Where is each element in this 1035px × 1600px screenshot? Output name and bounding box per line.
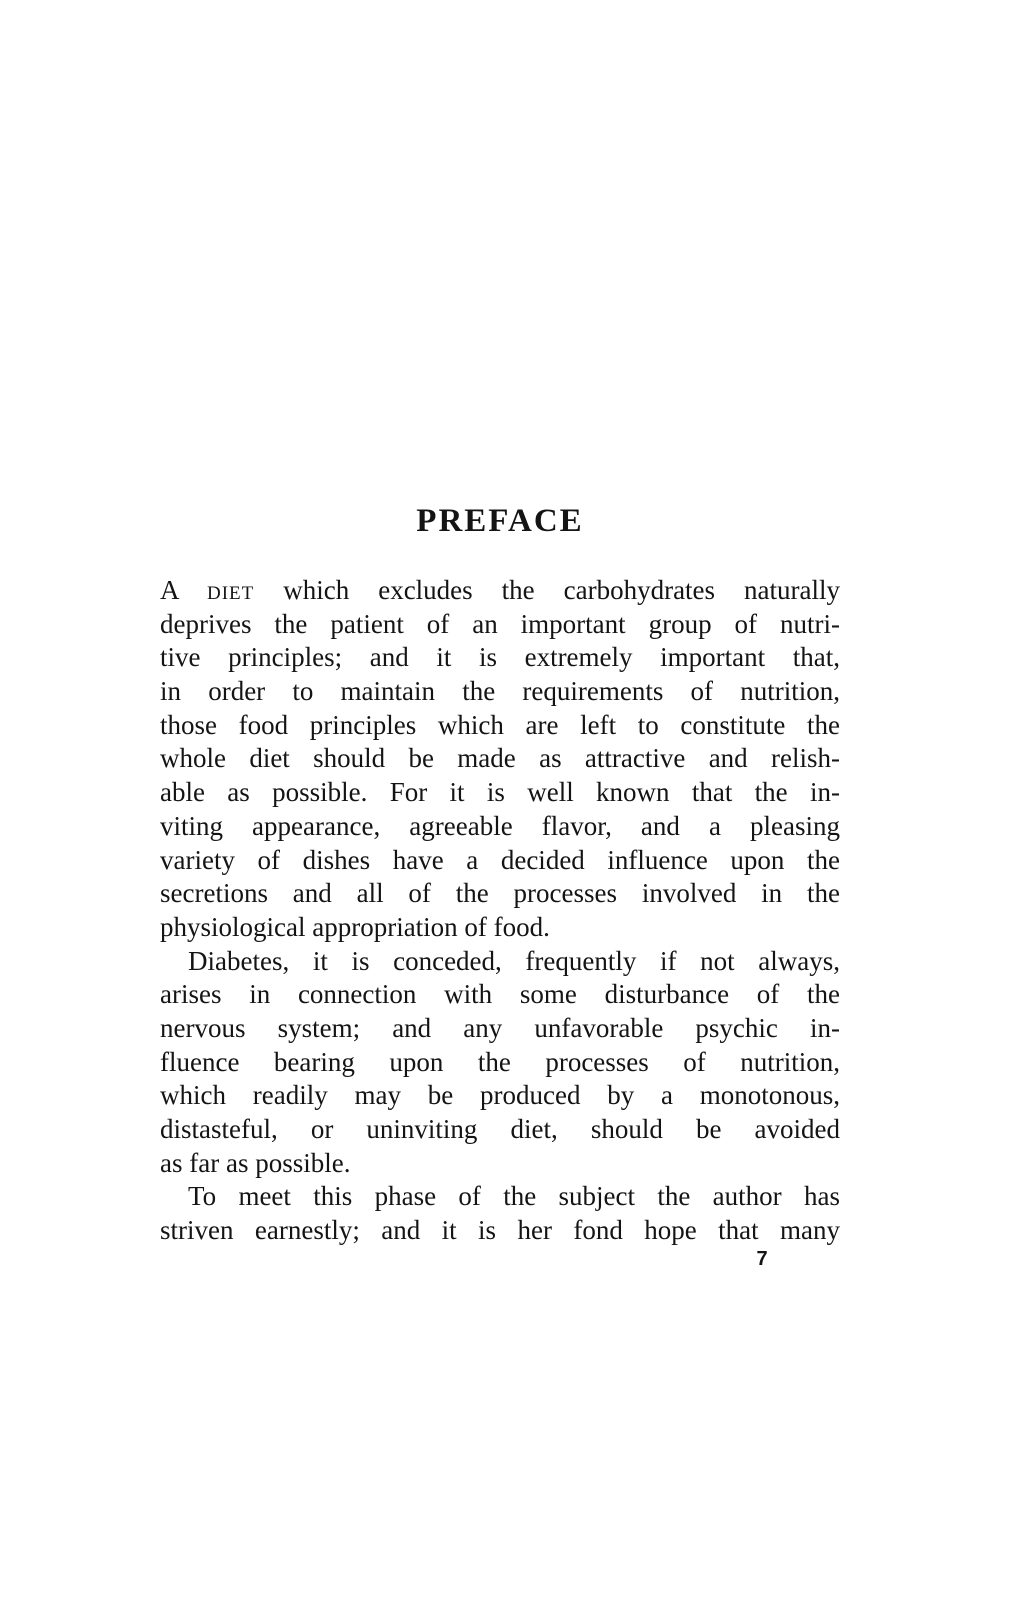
text-line-content: which excludes the carbohydrates naturally: [254, 575, 840, 605]
page-number: 7: [756, 1248, 768, 1270]
text-line: as far as possible.: [160, 1147, 351, 1178]
text-line: in order to maintain the requirements of nutrition,: [160, 676, 840, 707]
text-line: whole diet should be made as attractive and relish-: [160, 743, 840, 774]
page-title: PREFACE: [416, 503, 584, 539]
preface-text: [160, 574, 840, 1248]
text-line: distasteful, or uninviting diet, should be avoided: [160, 1114, 840, 1144]
opening-initial: A: [160, 575, 179, 605]
text-line: To meet this phase of the subject the author has: [188, 1181, 840, 1212]
text-line: fluence bearing upon the processes of nutrition,: [160, 1046, 840, 1077]
text-line: able as possible. For it is well known that the in-: [160, 777, 840, 808]
text-line: viting appearance, agreeable flavor, and a pleasing: [160, 810, 840, 841]
text-line: striven earnestly; and it is her fond hope that many: [160, 1215, 840, 1246]
opening-smallcaps-word: diet: [207, 575, 255, 605]
text-line: secretions and all of the processes involved in the: [160, 878, 840, 909]
text-line: [160, 574, 840, 608]
text-line: those food principles which are left to constitute the: [160, 709, 840, 740]
text-line: variety of dishes have a decided influence upon the: [160, 844, 840, 875]
text-line: deprives the patient of an important group of nutri-: [160, 608, 840, 639]
text-line: Diabetes, it is conceded, frequently if not always,: [188, 945, 840, 976]
text-line: tive principles; and it is extremely important that,: [160, 642, 840, 673]
text-line: which readily may be produced by a monotonous,: [160, 1080, 840, 1111]
text-line: physiological appropriation of food.: [160, 911, 550, 942]
text-line: arises in connection with some disturbance of the: [160, 979, 840, 1010]
text-line: nervous system; and any unfavorable psychic in-: [160, 1012, 840, 1043]
